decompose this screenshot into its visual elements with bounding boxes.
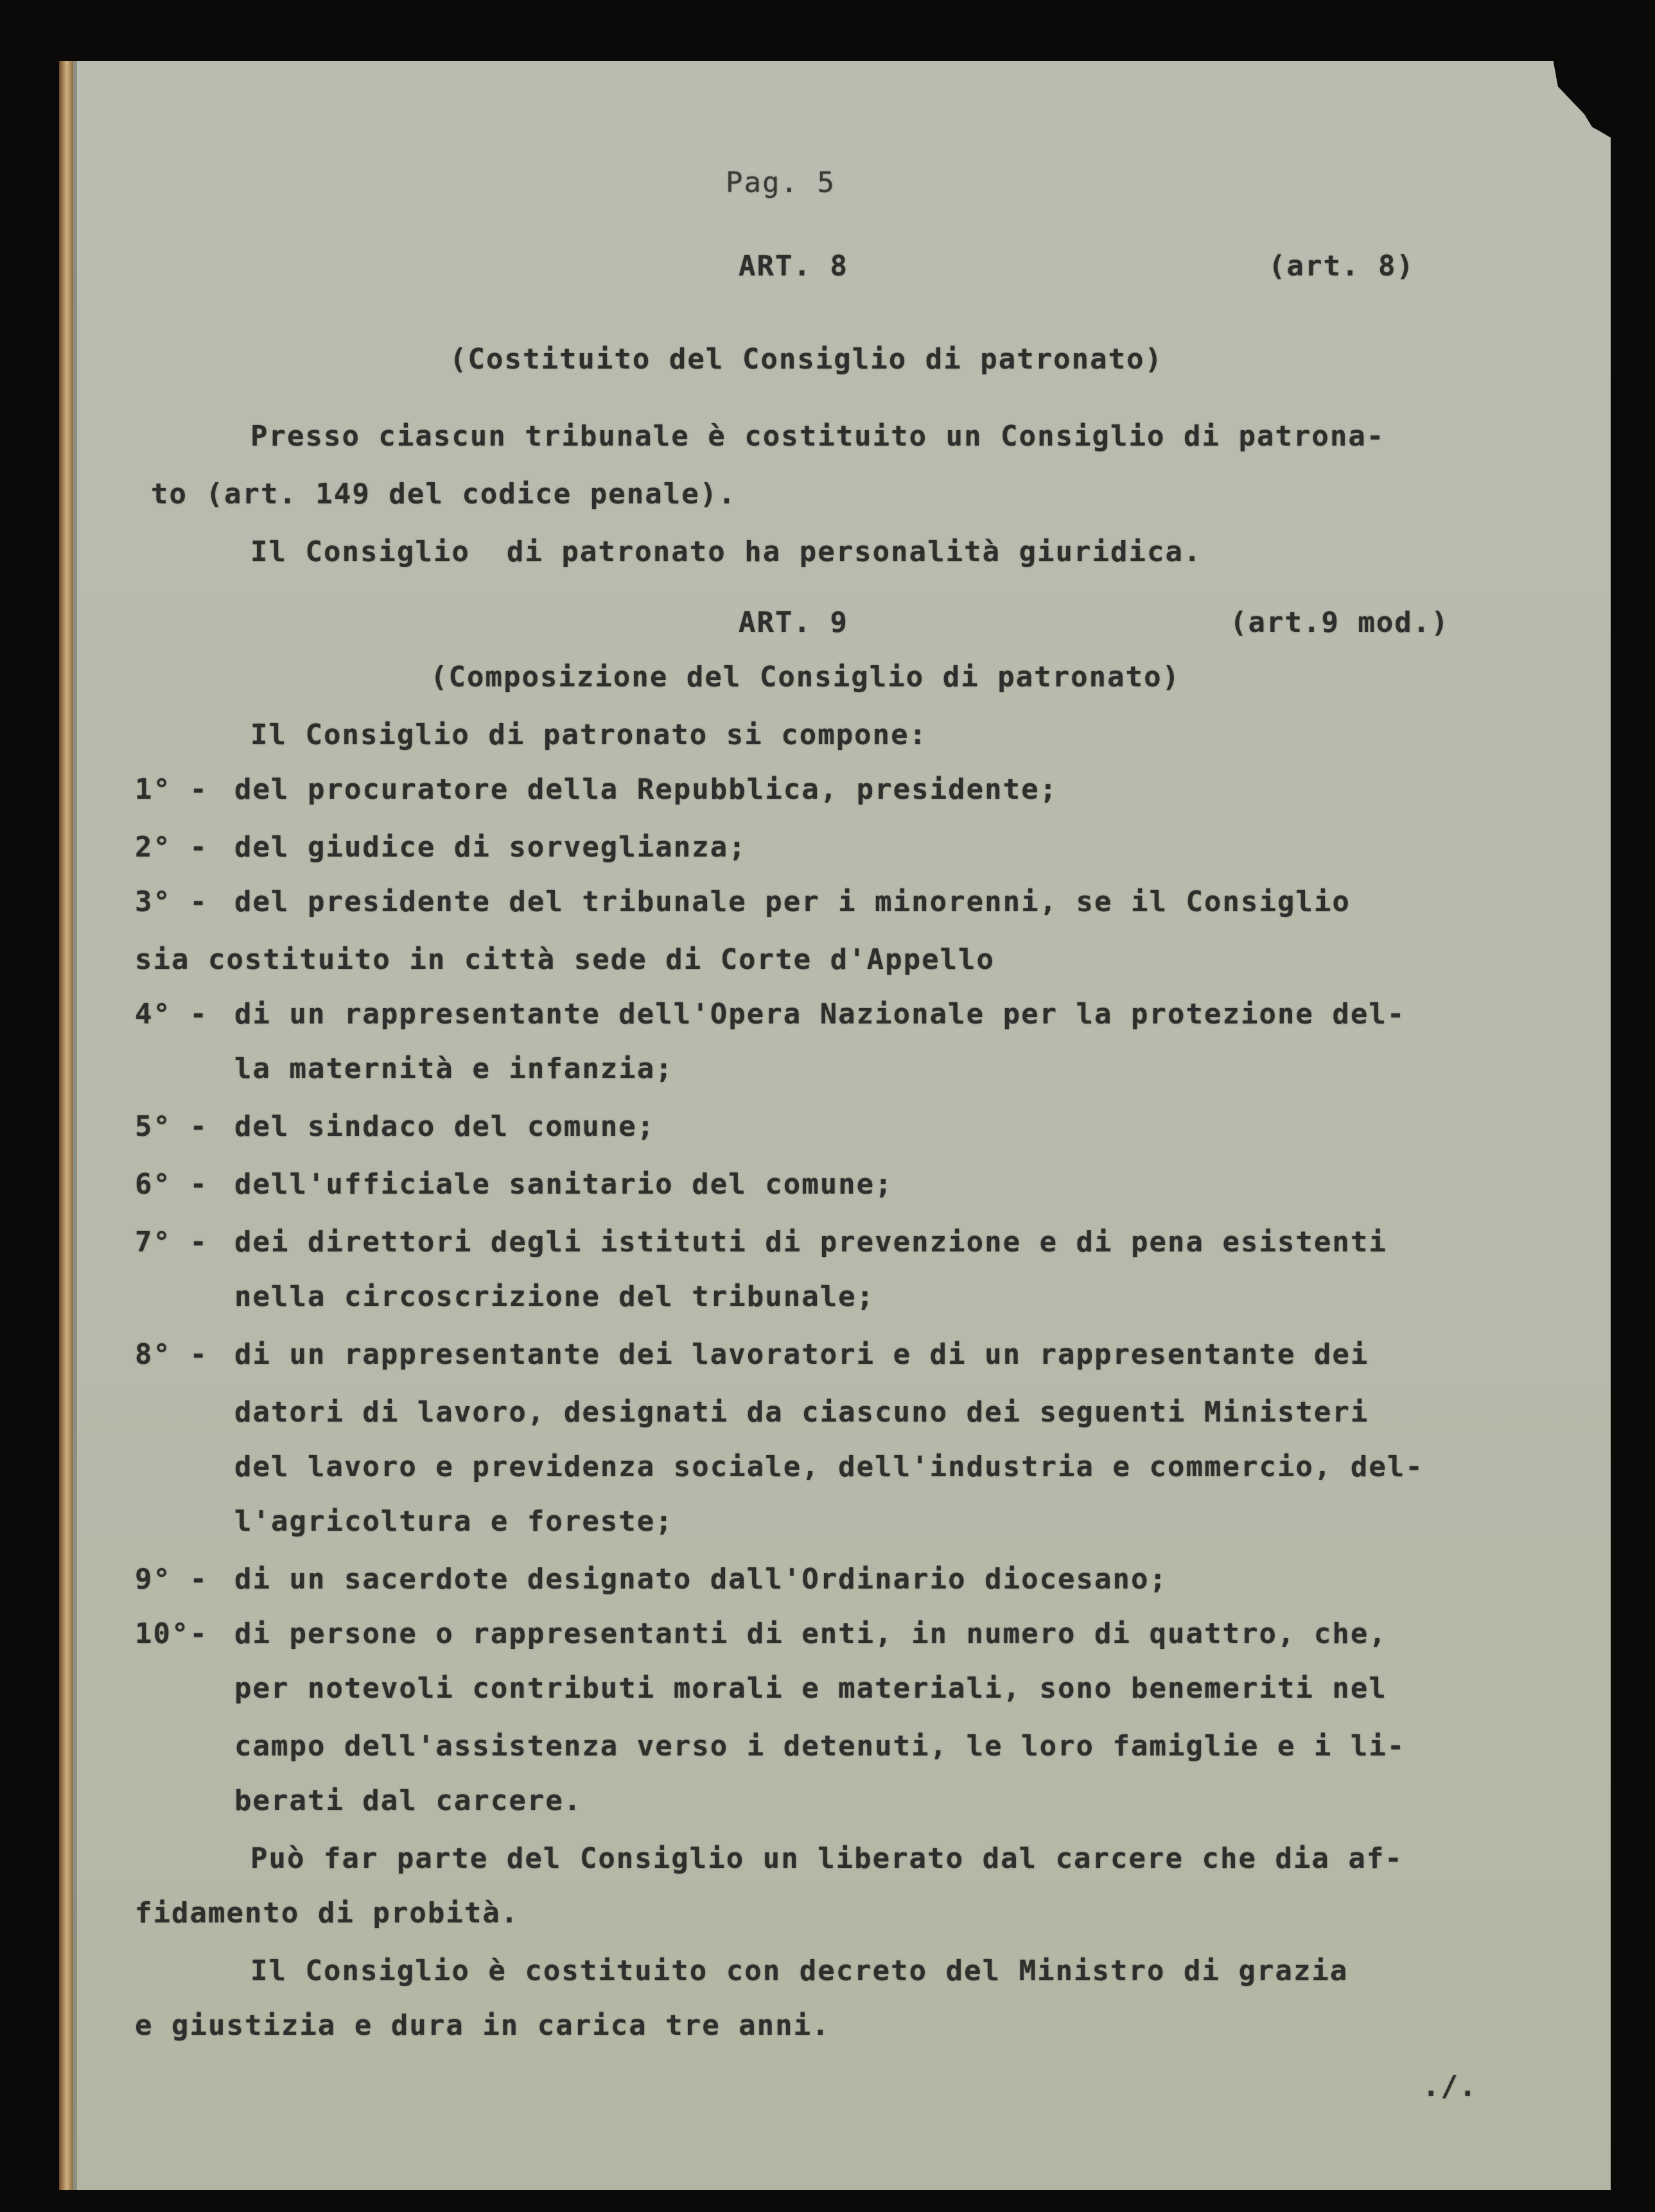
list-item-text: l'agricoltura e foreste; [234,1505,674,1538]
list-item-text: del presidente del tribunale per i minorenni, se il Consiglio [234,885,1351,918]
article-8-paragraph-line: Presso ciascun tribunale è costituito un Consiglio di patrona- [250,420,1385,453]
list-item-text: datori di lavoro, designati da ciascuno dei seguenti Ministeri [234,1396,1369,1429]
list-item-text: dell'ufficiale sanitario del comune; [234,1168,893,1201]
list-item-number: 4° - [135,998,208,1031]
paragraph-line: Il Consiglio è costituito con decreto del Ministro di grazia [250,1955,1349,1987]
list-item-text: di un rappresentante dell'Opera Nazionale per la protezione del- [234,998,1406,1031]
list-item-number: 1° - [135,773,208,806]
list-item-text: del lavoro e previdenza sociale, dell'industria e commercio, del- [234,1450,1424,1483]
article-9-subtitle: (Composizione del Consiglio di patronato) [430,661,1181,693]
article-9-reference: (art.9 mod.) [1230,606,1449,639]
list-item-text: del sindaco del comune; [234,1110,656,1143]
article-8-reference: (art. 8) [1268,250,1415,283]
list-item-number: 3° - [135,885,208,918]
list-item-continuation: la maternità e infanzia; [234,1052,674,1085]
list-item-text: dei direttori degli istituti di prevenzione e di pena esistenti [234,1226,1387,1258]
list-item-text: berati dal carcere. [234,1784,582,1817]
paragraph-line: e giustizia e dura in carica tre anni. [135,2009,830,2042]
list-item-text: di persone o rappresentanti di enti, in numero di quattro, che, [234,1617,1387,1650]
list-item-number: 6° - [135,1168,208,1201]
article-8-subtitle: (Costituito del Consiglio di patronato) [450,343,1164,376]
list-item-text: del giudice di sorveglianza; [234,831,747,864]
paragraph-line: Può far parte del Consiglio un liberato dal carcere che dia af- [250,1842,1403,1875]
list-item-number: 8° - [135,1338,208,1371]
list-item-text: per notevoli contributi morali e materiali, sono benemeriti nel [234,1672,1387,1705]
list-item-text: del procuratore della Repubblica, presidente; [234,773,1058,806]
list-item-text: di un sacerdote designato dall'Ordinario diocesano; [234,1563,1168,1596]
list-item-text: nella circoscrizione del tribunale; [234,1280,875,1313]
continuation-mark: ./. [1423,2070,1478,2103]
list-item-continuation: sia costituito in città sede di Corte d'Appello [135,943,995,976]
article-8-heading: ART. 8 [739,250,848,283]
article-8-paragraph-line: to (art. 149 del codice penale). [151,478,737,510]
list-item-text: di un rappresentante dei lavoratori e di un rappresentante dei [234,1338,1369,1371]
article-9-intro: Il Consiglio di patronato si compone: [250,718,928,751]
article-8-paragraph: Il Consiglio di patronato ha personalità giuridica. [250,536,1202,568]
list-item-number: 2° - [135,831,208,864]
list-item-number: 9° - [135,1563,208,1596]
article-9-heading: ART. 9 [739,606,848,639]
page-header: Pag. 5 [726,166,836,199]
list-item-number: 7° - [135,1226,208,1258]
paragraph-line: fidamento di probità. [135,1897,520,1929]
list-item-text: campo dell'assistenza verso i detenuti, le loro famiglie e i li- [234,1730,1406,1763]
list-item-number: 10°- [135,1617,208,1650]
list-item-number: 5° - [135,1110,208,1143]
